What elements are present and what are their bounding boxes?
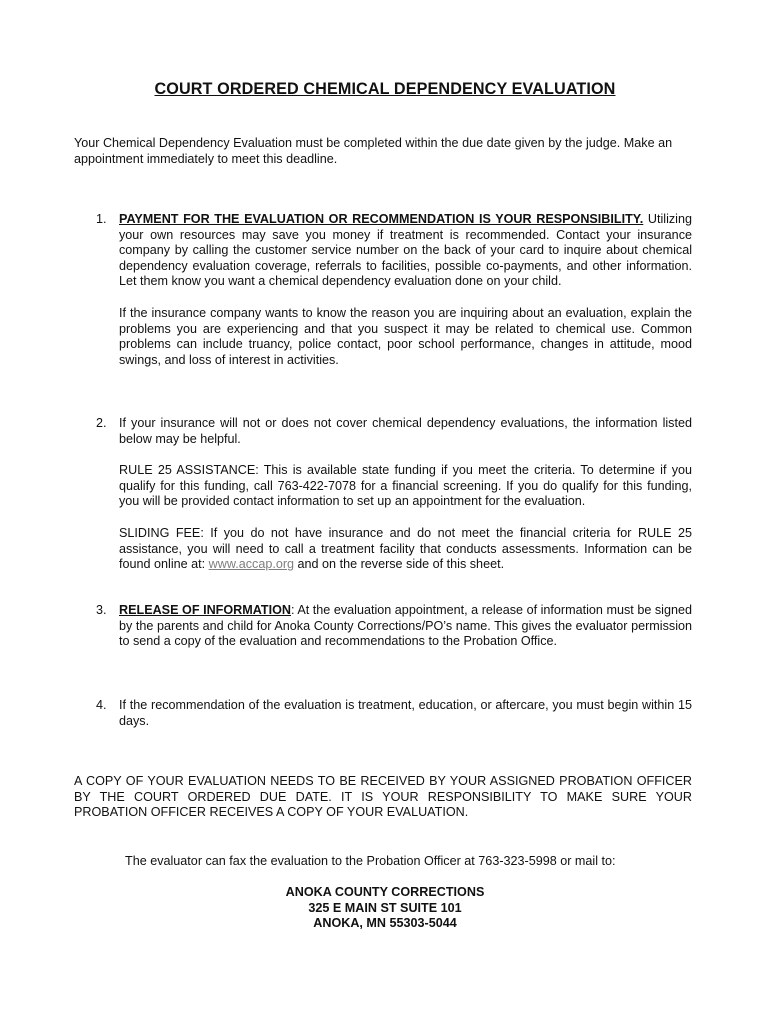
list-number: 1. <box>96 212 107 226</box>
insurance-paragraph: If your insurance will not or does not cover chemical dependency evaluations, the information listed below may be helpful. <box>119 416 692 446</box>
release-text: : At the evaluation appointment, a release of information must be signed by the parents and child for Anoka County Corrections/PO’s name. This gives the evaluator permission to send a copy of the evaluation and recommendations to the Probation Office. <box>119 603 692 649</box>
address-line-3: ANOKA, MN 55303-5044 <box>313 916 457 931</box>
payment-heading: PAYMENT FOR THE EVALUATION OR RECOMMENDATION IS YOUR RESPONSIBILITY. <box>119 212 644 226</box>
list-item-release <box>74 603 692 650</box>
mailing-address <box>0 885 770 932</box>
insurance-reason-paragraph: If the insurance company wants to know the reason you are inquiring about an evaluation, explain the problems you are experiencing and that you suspect it may be related to chemical use. Common problems can include truancy, police contact, poor school performance, changes in attitude, mood swings, and loss of interest in activities. <box>119 305 692 367</box>
list-item-insurance <box>74 416 692 573</box>
list-number: 2. <box>96 416 107 430</box>
accap-link[interactable]: www.accap.org <box>208 557 295 572</box>
release-paragraph <box>119 603 692 650</box>
release-heading: RELEASE OF INFORMATION <box>119 603 291 617</box>
rule25-paragraph: RULE 25 ASSISTANCE: This is available state funding if you meet the criteria. To determine if you qualify for this funding, call 763-422-7078 for a financial screening. If you do qualify for this funding, you will be provided contact information to set up an appointment for the evaluation. <box>119 463 692 509</box>
payment-paragraph <box>119 212 692 290</box>
fax-instructions: The evaluator can fax the evaluation to the Probation Officer at 763-323-5998 or mail to: <box>125 854 616 868</box>
list-item-payment <box>74 212 692 368</box>
address-line-2: 325 E MAIN ST SUITE 101 <box>308 900 462 915</box>
intro-paragraph: Your Chemical Dependency Evaluation must be completed within the due date given by the judge. Make an appointment immediately to meet this deadline. <box>74 136 673 166</box>
payment-text: Utilizing your own resources may save you money if treatment is recommended. Contact your insurance company by calling the customer service number on the back of your card to inquire about chemical dependency evaluation coverage, referrals to facilities, possible co-payments, and other information. Let them know you want a chemical dependency evaluation done on your child. <box>119 212 692 289</box>
list-item-recommendation <box>74 698 692 729</box>
sliding-fee-tail: and on the reverse side of this sheet. <box>294 557 505 572</box>
sliding-fee-text: SLIDING FEE: If you do not have insurance and do not meet the financial criteria for RULE 25 assistance, you will need to call a treatment facility that conducts assessments. Information can be found online at: <box>119 525 692 572</box>
page-title: COURT ORDERED CHEMICAL DEPENDENCY EVALUATION <box>154 80 616 98</box>
recommendation-paragraph: If the recommendation of the evaluation is treatment, education, or aftercare, you must begin within 15 days. <box>119 698 692 728</box>
address-line-1: ANOKA COUNTY CORRECTIONS <box>285 885 485 899</box>
evaluation-notice: A COPY OF YOUR EVALUATION NEEDS TO BE RECEIVED BY YOUR ASSIGNED PROBATION OFFICER BY THE COURT ORDERED DUE DATE. IT IS YOUR RESPONSIBILITY TO MAKE SURE YOUR PROBATION OFFICER RECEIVES A COPY OF YOUR EVALUATION. <box>74 774 692 820</box>
list-number: 3. <box>96 603 107 617</box>
list-number: 4. <box>96 698 107 712</box>
sliding-fee-paragraph <box>119 526 692 573</box>
